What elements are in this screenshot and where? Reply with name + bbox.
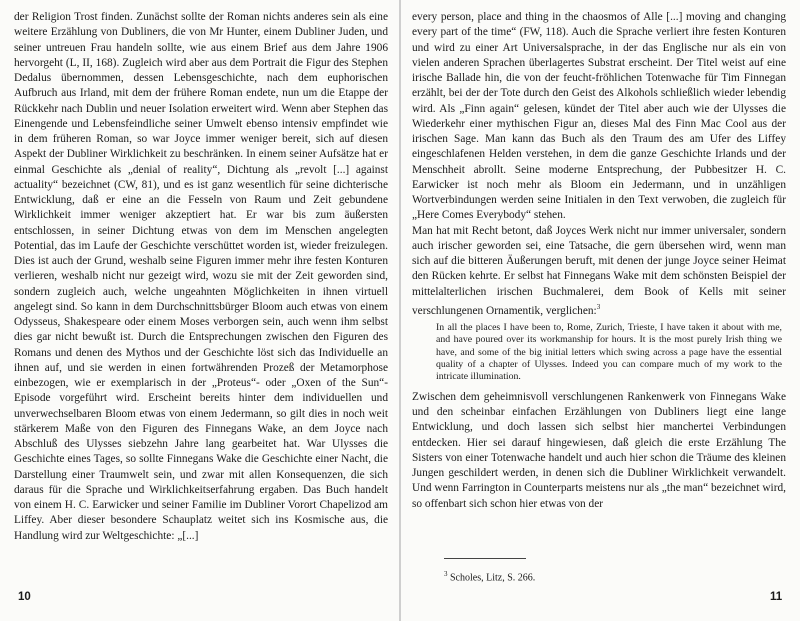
block-quote: In all the places I have been to, Rome, Zurich, Trieste, I have taken it about with me, and have poured over its workmanship for hours. It is the most purely Irish thing we have, and some of the big initial letters which swing across a page have the essential quality of a chapter of Ulysses. Indeed you can compare much of my work to the intricate illumination. xyxy=(436,321,782,383)
page-number-right: 11 xyxy=(770,591,783,603)
footnote xyxy=(444,568,535,584)
footnote-marker: 3 xyxy=(596,302,601,311)
right-paragraph-3: Zwischen dem geheimnisvoll verschlungenen Rankenwerk von Finnegans Wake und den scheinbar einfachen Erzählungen von Dubliners liegt eine lange Entwicklung, und doch lassen sich selbst hier manchertei Verbindungen entdecken. Hier sei darauf hingewiesen, daß gleich die erste Erzählung The Sisters von einer Totenwache handelt und auch hier schon die Träume des kleinen Jungen geschildert werden, in denen sich die Dubliner Wirklichkeit verwandelt. Und wenn Farrington in Counterparts meistens nur als „the man“ bezeichnet wird, so offenbart sich schon hier etwas von der xyxy=(412,390,786,510)
right-page xyxy=(400,0,800,621)
right-paragraph-2-text: Man hat mit Recht betont, daß Joyces Werk nicht nur immer universaler, sondern auch irischer geworden sei, eine Tatsache, die gern übersehen wird, wenn man sich auf die bitteren Äußerungen beruft, mit denen der junge Joyce seiner Heimat den Rücken kehrte. Er selbst hat Finnegans Wake mit dem schönsten Beispiel der mittelalterlichen irischen Buchmalerei, dem Book of Kells mit seiner verschlungenen Ornamentik, verglichen: xyxy=(412,224,786,317)
right-paragraph-2 xyxy=(412,224,786,319)
left-page-text: der Religion Trost finden. Zunächst sollte der Roman nichts anderes sein als eine weitere Erzählung von Dubliners, die von Mr Hunter, einem Dubliner Juden, und seiner untreuen Frau handeln sollte, wie aus einem Brief aus dem Jahre 1906 hervorgeht (L, II, 168). Zugleich wird aber aus dem Portrait die Figur des Stephen Dedalus übernommen, dessen Lebensgeschichte, nach dem euphorischen Aufbruch aus Irland, mit dem der frühere Roman endete, nun um die Etappe der Rückkehr nach Dublin und neuer Isolation erweitert wird. Wenn aber Stephen das Einengende und Lebensfeindliche seiner Umwelt ebenso intensiv empfindet wie in dem früheren Roman, so war Joyce immer weniger bereit, sich auf diesen Aspekt der Dubliner Wirklichkeit zu beschränken. In einem seiner Aufsätze hat er einmal Geschichte als „denial of reality“, Dichtung als „revolt [...] against actuality“ bezeichnet (CW, 81), und es ist ganz wesentlich für seine dichterische Entwicklung, daß er eine an die Fesseln von Raum und Zeit gebundene Wirklichkeit immer weniger akzeptiert hat. Er war bis zum äußersten entschlossen, in seiner Dichtung etwas von dem im Menschen angelegten Potential, das im Laufe der Geschichte verschüttet worden ist, wieder freizulegen. Dies ist auch der Grund, weshalb seine Figuren immer mehr ihre festen Konturen verlieren, weshalb nicht nur gezeigt wird, wozu sie mit der Zeit geworden sind, sondern zugleich auch, welche ungeahnten Möglichkeiten in ihnen virtuell angelegt sind. So kann in dem Durchschnittsbürger Bloom auch etwas von einem Odysseus, Shakespeare oder einem Moses verborgen sein, auch wenn ihm selbst dies gar nicht bewußt ist. Durch die Entsprechungen zwischen den Figuren des Romans und denen des Mythos und der Geschichte löst sich das Individuelle an ihnen auf, und sie werden in einen fortwährenden Prozeß der Metamorphose einbezogen, wie er exemplarisch in der „Proteus“- oder „Oxen of the Sun“-Episode vorgeführt wird. Erscheint bereits hinter dem individuellen und unverwechselbaren Bloom etwas von einem Jedermann, so gilt dies in noch weit stärkerem Maße von den Figuren des Finnegans Wake, an dem Joyce nach Abschluß des Ulysses siebzehn Jahre lang gearbeitet hat. War Ulysses die Geschichte eines Tages, so sollte Finnegans Wake die Geschichte einer Nacht, die Darstellung einer Traumwelt sein, und zwar mit allen Konsequenzen, die sich daraus für die Sprache und Wirklichkeitserfahrung ergaben. Das Buch handelt von einem H. C. Earwicker und seiner Familie im Dubliner Vorort Chapelizod am Liffey. Aber dieser besondere Schauplatz weitet sich ins Kosmische aus, die Handlung wird zur Weltgeschichte: „[...] xyxy=(14,11,388,542)
footnote-number: 3 xyxy=(444,570,448,578)
page-number-left: 10 xyxy=(18,591,31,603)
footnote-text: Scholes, Litz, S. 266. xyxy=(450,572,536,584)
right-paragraph-1: every person, place and thing in the chaosmos of Alle [...] moving and changing every part of the time“ (FW, 118). Auch die Sprache verliert ihre festen Konturen und wird zu einer Art Universalsprache, in der das Englische nur als ein von vielen anderen Sprachen überlagertes Substrat erscheint. Der Titel weist auf eine irische Ballade hin, die von der feucht-fröhlichen Totenwache für Tim Finnegan erzählt, bei der der Tote durch den Geist des Alkohols schließlich wieder lebendig wird. Als „Finn again“ gelesen, kündet der Titel aber auch wie der Ulysses die Wiederkehr einer mythischen Figur an, dieses Mal des Finn Mac Cool aus der irischen Sage. Man kann das Buch als den Traum des am Ufer des Liffey eingeschlafenen Helden verstehen, in dem die ganze Geschichte Irlands und der Menschheit abrollt. Seine moderne Entsprechung, der Pubbesitzer H. C. Earwicker ist noch mehr als Bloom ein Jedermann, und in unzähligen Wortverbindungen werden seine Initialen in den Text verwoben, die zugleich für „Here Comes Everybody“ stehen. xyxy=(412,11,786,222)
footnote-rule xyxy=(444,558,526,559)
